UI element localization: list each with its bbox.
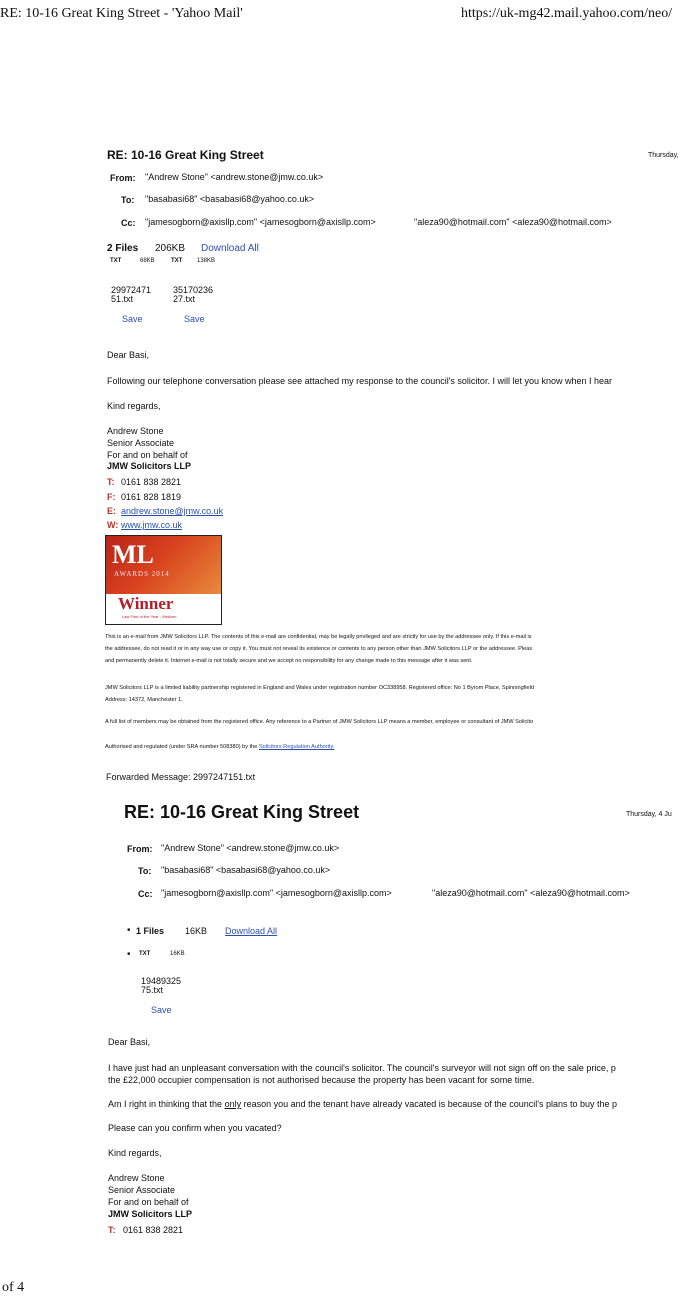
bullet-icon: • (127, 949, 131, 960)
email1-disclaimer-text: Authorised and regulated (under SRA number 508380) by the (105, 744, 258, 750)
email2-paragraph (108, 1099, 617, 1109)
email2-sig-behalf: For and on behalf of (108, 1197, 189, 1207)
email2-greeting: Dear Basi, (108, 1037, 151, 1047)
email1-from-label: From: (110, 173, 136, 183)
email2-phone: 0161 838 2821 (123, 1225, 184, 1235)
email1-sig-name: Andrew Stone (107, 426, 164, 436)
bullet-icon: • (127, 925, 131, 936)
email1-attachment-filename: 27.txt (173, 294, 196, 304)
email2-attachment-filename: 19489325 (141, 976, 182, 986)
email2-files-count: 1 Files (136, 926, 165, 936)
email2-phone-label: T: (108, 1225, 116, 1235)
email2-regards: Kind regards, (108, 1148, 162, 1158)
email2-cc2[interactable]: "aleza90@hotmail.com" <aleza90@hotmail.com> (432, 888, 630, 898)
email2-para-emphasis: only (224, 1099, 242, 1109)
email1-sig-title: Senior Associate (107, 438, 175, 448)
email2-save-button[interactable]: Save (151, 1005, 172, 1015)
email2-subject: RE: 10-16 Great King Street (124, 802, 360, 822)
email1-greeting: Dear Basi, (107, 350, 150, 360)
forwarded-message-label[interactable]: Forwarded Message: 2997247151.txt (106, 772, 256, 782)
email1-email-link[interactable]: andrew.stone@jmw.co.uk (121, 506, 224, 516)
email2-attachment-type: TXT (139, 951, 151, 957)
email1-files-count: 2 Files (107, 243, 139, 254)
award-banner-logo: ML (112, 540, 154, 569)
email1-fax-label: F: (107, 492, 116, 502)
email1-download-all-link[interactable]: Download All (201, 243, 259, 254)
email2-cc1[interactable]: "jamesogborn@axisllp.com" <jamesogborn@axisllp.com> (161, 888, 392, 898)
email1-cc2[interactable]: "aleza90@hotmail.com" <aleza90@hotmail.com> (414, 217, 612, 227)
email1-disclaimer-line: A full list of members may be obtained from the registered office. Any reference to a Partner of JMW Solicitors LLP means a member, employee or consultant of JMW Solicito (105, 719, 534, 725)
email1-attachment-size: 138KB (197, 258, 216, 264)
email1-date: Thursday, (648, 152, 679, 159)
email2-sig-firm: JMW Solicitors LLP (108, 1209, 193, 1219)
email2-paragraph: Please can you confirm when you vacated? (108, 1123, 282, 1133)
email1-attachment-type: TXT (171, 258, 183, 264)
email1-from[interactable]: "Andrew Stone" <andrew.stone@jmw.co.uk> (145, 172, 324, 182)
print-header-url: https://uk-mg42.mail.yahoo.com/neo/ (461, 6, 673, 21)
email2-para-text: Am I right in thinking that the (108, 1099, 225, 1109)
page-number: of 4 (2, 1280, 25, 1295)
email2-to[interactable]: "basabasi68" <basabasi68@yahoo.co.uk> (161, 865, 331, 875)
email1-save-button[interactable]: Save (122, 314, 143, 324)
email2-sig-name: Andrew Stone (108, 1173, 165, 1183)
email1-regards: Kind regards, (107, 401, 161, 411)
email1-disclaimer-line: Address: 14372, Manchester 1. (105, 697, 183, 703)
email1-web-link[interactable]: www.jmw.co.uk (121, 520, 183, 530)
email2-attachment-filename: 75.txt (141, 985, 164, 995)
email1-disclaimer-line: the addressee, do not read it or in any way use or copy it. You must not reveal its existence or contents to any person other than JMW Solicitors LLP or the addressee. Pleas (105, 646, 533, 652)
email1-attachment-size: 68KB (140, 258, 155, 264)
email2-date: Thursday, 4 Ju (626, 811, 672, 818)
award-banner-winner: Winner (118, 594, 174, 613)
email1-sig-behalf: For and on behalf of (107, 450, 188, 460)
email2-cc-label: Cc: (138, 889, 153, 899)
email2-para-text: reason you and the tenant have already vacated is because of the council's plans to buy the p (241, 1099, 618, 1109)
email1-body: Following our telephone conversation please see attached my response to the council's solicitor. I will let you know when I hear (107, 376, 612, 386)
email2-from-label: From: (127, 844, 153, 854)
email2-files-size: 16KB (185, 926, 208, 936)
email1-cc-label: Cc: (121, 218, 136, 228)
email2-paragraph: I have just had an unpleasant conversation with the council's solicitor. The council's surveyor will not sign off on the sale price, p (108, 1063, 616, 1073)
email2-from[interactable]: "Andrew Stone" <andrew.stone@jmw.co.uk> (161, 843, 340, 853)
email1-disclaimer-line: and permanently delete it. Internet e-mail is not totally secure and we accept no responsibility for any change made to this message after it was sent. (105, 658, 473, 664)
email1-sig-firm: JMW Solicitors LLP (107, 461, 192, 471)
award-banner-image (105, 535, 222, 625)
email2-sig-title: Senior Associate (108, 1185, 176, 1195)
print-header-title: RE: 10-16 Great King Street - 'Yahoo Mail' (0, 6, 243, 21)
email1-web-label: W: (107, 520, 119, 530)
email1-attachment-filename: 51.txt (111, 294, 134, 304)
email1-subject: RE: 10-16 Great King Street (107, 148, 264, 162)
email1-attachment-type: TXT (110, 258, 122, 264)
award-banner-category: Law Firm of the Year - Medium (122, 614, 177, 619)
email1-attachment-filename: 29972471 (111, 285, 152, 295)
email2-download-all-link[interactable]: Download All (225, 926, 278, 936)
email1-attachment-filename: 35170236 (173, 285, 214, 295)
email1-phone-label: T: (107, 477, 115, 487)
email1-to-label: To: (121, 195, 135, 205)
email1-disclaimer-line: JMW Solicitors LLP is a limited liability partnership registered in England and Wales under registration number OC338958. Registered office: No 1 Byrom Place, Spinningfield (105, 685, 534, 691)
sra-link[interactable]: Solicitors Regulation Authority. (258, 744, 335, 750)
email2-paragraph: the £22,000 occupier compensation is not authorised because the property has been vacant for some time. (108, 1075, 535, 1085)
email1-to[interactable]: "basabasi68" <basabasi68@yahoo.co.uk> (145, 194, 315, 204)
email2-attachment-size: 16KB (170, 951, 185, 957)
email2-to-label: To: (138, 866, 152, 876)
email1-phone: 0161 838 2821 (121, 477, 182, 487)
email1-disclaimer-line: This is an e-mail from JMW Solicitors LLP. The contents of this e-mail are confidential, may be legally privileged and are strictly for use by the addressee only. If this e-mail is (105, 634, 532, 640)
email1-save-button[interactable]: Save (184, 314, 205, 324)
award-banner-awards: AWARDS 2014 (114, 570, 170, 578)
email1-email-label: E: (107, 506, 116, 516)
email1-files-size: 206KB (155, 243, 186, 254)
email1-disclaimer-line (105, 744, 334, 750)
email1-cc1[interactable]: "jamesogborn@axisllp.com" <jamesogborn@axisllp.com> (145, 217, 376, 227)
email1-fax: 0161 828 1819 (121, 492, 182, 502)
